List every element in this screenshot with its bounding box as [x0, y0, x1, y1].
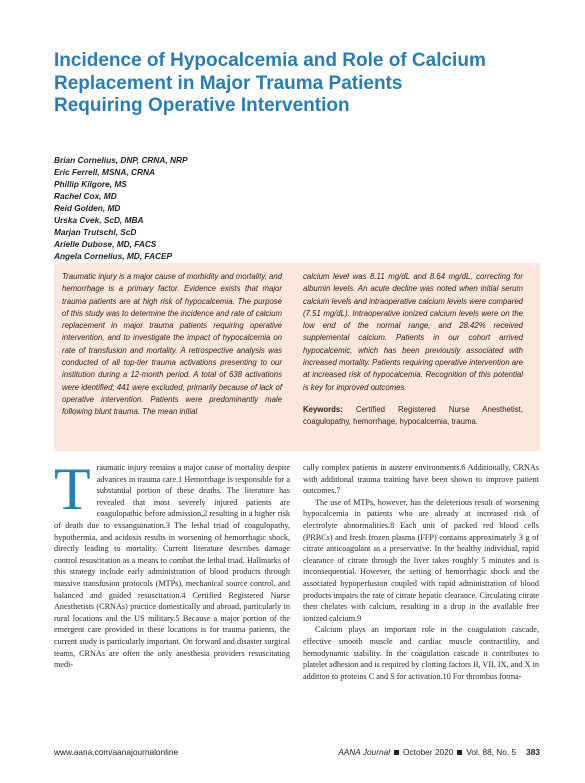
body-left-column — [54, 456, 290, 671]
abstract-right-text: calcium level was 8.11 mg/dL and 8.64 mg/dL, correcting for albumin levels. An acute decline was noted when initial serum calcium levels and intraoperative calcium levels were compared (7.51 mg/dL). Intraoperative ionized calcium levels were on the low end of the normal range, and 28.42% received supplemental calcium. Patients in our cohort arrived hypocalcemic, which has been previously associated with increased mortality. Patients requiring operative intervention are at increased risk of hypocalcemia. Recognition of this potential is key for improved outcomes. — [303, 272, 524, 392]
abstract-left-column: Traumatic injury is a major cause of morbidity and mortality, and hemorrhage is a primary factor. Evidence exists that major trauma patients are at high risk of hypocalcemia. The purpose of this study was to determine the incidence and rate of calcium replacement in major trauma patients requiring operative intervention, and to investigate the impact of hypocalcemia on rate of transfusion and mortality. A retrospective analysis was conducted of all top-tier trauma activations presenting to our institution during a 12-month period. A total of 638 activations were identified; 441 were excluded, primarily because of lack of operative intervention. Patients were predominantly male following blunt trauma. The mean initial — [62, 272, 282, 417]
journal-citation — [338, 747, 540, 757]
keywords — [303, 404, 523, 429]
author: Brian Cornelius, DNP, CRNA, NRP — [54, 155, 188, 165]
journal-name: AANA Journal — [338, 747, 391, 757]
author: Marjan Trutschl, ScD — [54, 227, 137, 237]
author: Arielle Dubose, MD, FACS — [54, 239, 157, 249]
article-title — [54, 50, 534, 118]
title-line-3: Requiring Operative Intervention — [54, 95, 350, 116]
volume-issue: Vol. 88, No. 5 — [466, 747, 517, 757]
body-paragraph: cally complex patients in austere environments.6 Additionally, CRNAs with additional trauma training have been shown to improve patient outcomes.7 — [303, 463, 539, 496]
page-number: 383 — [526, 747, 540, 757]
author: Reid Golden, MD — [54, 203, 121, 213]
author-list — [54, 154, 188, 262]
author: Urska Cvek, ScD, MBA — [54, 215, 144, 225]
separator-square-icon — [394, 750, 399, 755]
keywords-label: Keywords: — [303, 404, 343, 414]
abstract-right-column — [303, 271, 523, 429]
issue-date: October 2020 — [403, 747, 454, 757]
body-paragraph: raumatic injury remains a major cause of mortality despite advances in trauma care.1 Hemorrhage is responsible for a substantial portion of these deaths. The literature has revealed that most severely injured patients are coagulopathic before admission,2 resulting in a higher risk of death due to exsanguination.3 The lethal triad of coagulopathy, hypothermia, and acidosis results in worsening of hemorrhagic shock, directly leading to mortality. Current literature describes damage control resuscitation as a means to combat the lethal triad. Hallmarks of this strategy include early administration of blood products through massive transfusion protocols (MTPs), mechanical source control, and balanced and guided resuscitation.4 Certified Registered Nurse Anesthetists (CRNAs) practice domestically and abroad, particularly in rural locations and the US military.5 Because a major portion of the emergent care provided in these locations is for trauma patients, the current study is particularly important. On forward and disaster surgical teams, CRNAs are often the only anesthesia providers resuscitating medi- — [54, 463, 290, 670]
body-right-column — [303, 462, 539, 682]
abstract-box — [54, 263, 540, 451]
keywords-text: Certified Registered Nurse Anesthetist, coagulopathy, hemorrhage, hypocalcemia, trauma. — [303, 404, 523, 427]
author: Eric Ferrell, MSNA, CRNA — [54, 167, 155, 177]
body-paragraph: The use of MTPs, however, has the deleterious result of worsening hypocalcemia in patients who are already at increased risk of electrolyte abnormalities.8 Each unit of packed red blood cells (PRBCs) and fresh frozen plasma (FFP) contains approximately 3 g of citrate anticoagulant as a preservative. In the healthy individual, rapid clearance of citrate through the liver takes roughly 5 minutes and is inconsequential. However, the setting of hemorrhagic shock and the associated hypoperfusion coupled with rapid administration of blood products impairs the rate of citrate hepatic clearance. Circulating citrate then chelates with calcium, resulting in a drop in the available free ionized calcium.9 — [303, 497, 539, 623]
separator-square-icon — [457, 750, 462, 755]
drop-cap: T — [54, 456, 91, 522]
body-paragraph: Calcium plays an important role in the coagulation cascade, effective smooth muscle and cardiac muscle contractility, and hemodynamic stability. In the coagulation cascade it contributes to platelet adhesion and is required by clotting factors II, VII, IX, and X in addition to proteins C and S for activation.10 For thrombus forma- — [303, 625, 539, 681]
author: Phillip Kilgore, MS — [54, 179, 127, 189]
author: Angela Cornelius, MD, FACEP — [54, 251, 173, 261]
title-line-2: Replacement in Major Trauma Patients — [54, 72, 403, 94]
title-line-1: Incidence of Hypocalcemia and Role of Calcium — [54, 50, 486, 71]
author: Rachel Cox, MD — [54, 191, 117, 201]
journal-url-link[interactable]: www.aana.com/aanajournalonline — [54, 747, 179, 757]
